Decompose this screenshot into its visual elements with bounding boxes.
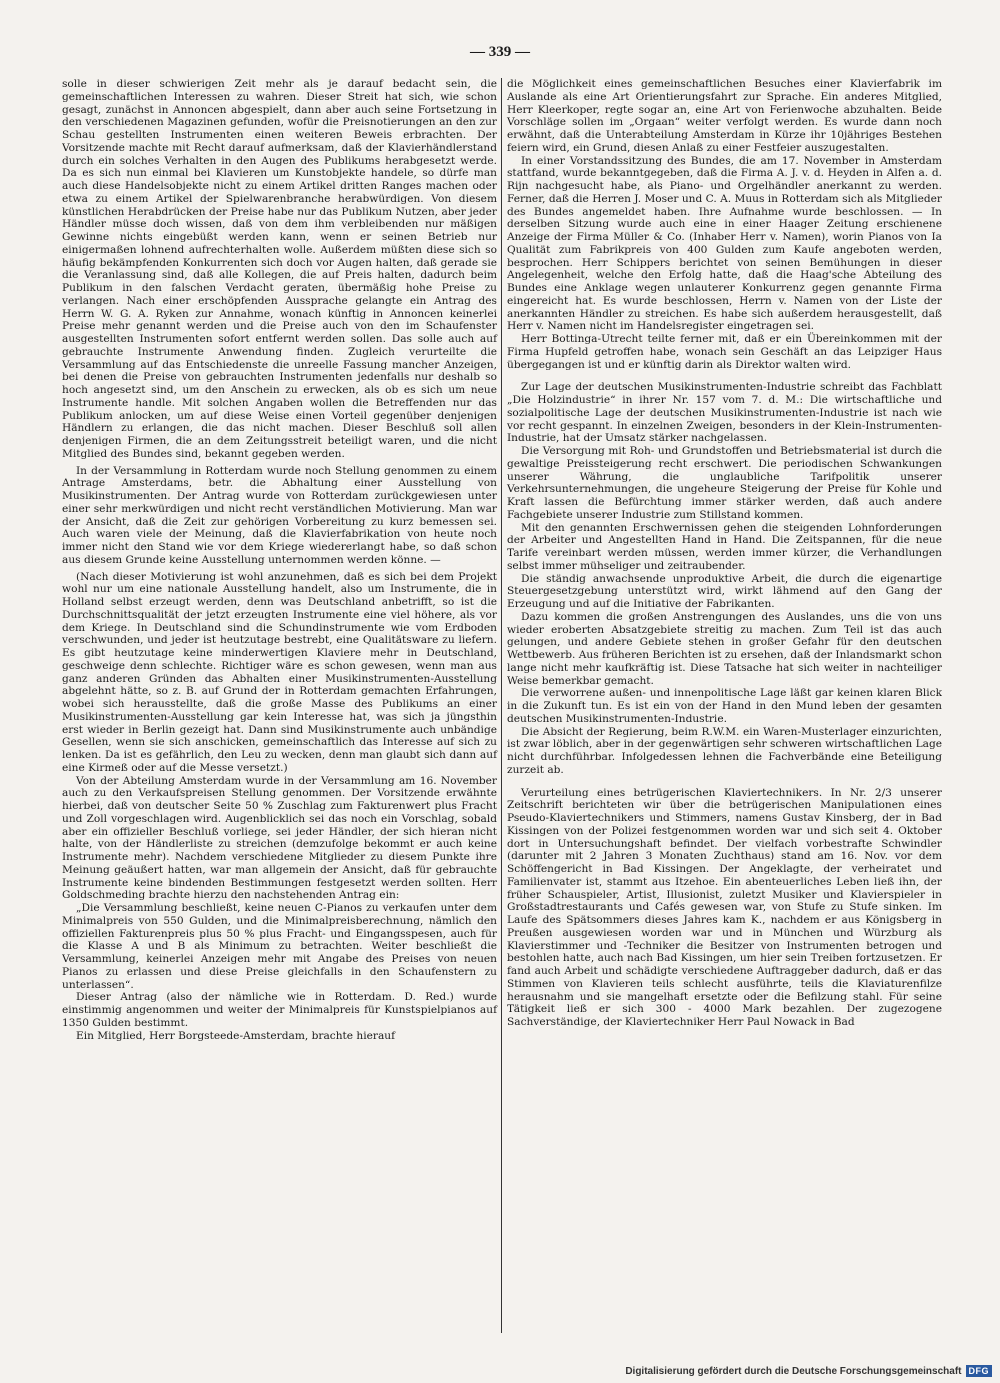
text-columns xyxy=(62,78,942,1333)
paragraph: Von der Abteilung Amsterdam wurde in der Versammlung am 16. November auch zu den Verkaufspreisen Stellung genommen. Der Vorsitzende erwähnte hierbei, daß von deutscher Seite 50 % Zuschlag zum Fakturenwert plus Fracht und Zoll vorgeschlagen wird. Augenblicklich sei das noch ein Vorschlag, sobald aber ein offizieller Beschluß vorliege, sei jeder Händler, der sich hieran nicht halte, von der Händlerliste zu streichen (demzufolge bekommt er auch keine Instrumente mehr). Nachdem verschiedene Mitglieder zu diesem Punkte ihre Meinung geäußert hatten, war man allgemein der Ansicht, daß für gebrauchte Instrumente keine bindenden Bestimmungen festgesetzt werden sollten. Herr Goldschmeding brachte hierzu den nachstehenden Antrag ein: xyxy=(62,774,497,902)
section-fraud-case: Verurteilung eines betrügerischen Klaviertechnikers. In Nr. 2/3 unserer Zeitschrift berichteten wir über die betrügerischen Manipulationen eines Pseudo-Klaviertechnikers und Stimmers, namens Gustav Kinsberg, der in Bad Kissingen von der Polizei festgenommen worden war und sich seit 4. Oktober dort in Untersuchungshaft befindet. Der vielfach vorbestrafte Schwindler (darunter mit 2 Jahren 3 Monaten Zuchthaus) stand am 16. Nov. vor dem Schöffengericht in Bad Kissingen. Der Angeklagte, der verheiratet und Familienvater ist, stammt aus Itzehoe. Ein abenteuerliches Leben ließ ihn, der früher Schauspieler, Artist, Illusionist, zuletzt Musiker und Klavierspieler in Großstadtrestaurants und Cafés gewesen war, von Stufe zu Stufe sinken. Im Laufe des Spätsommers dieses Jahres kam K., nachdem er aus Königsberg in Preußen ausgewiesen worden war und in München und Würzburg als Klavierstimmer und -Techniker die Besitzer von Instrumenten betrogen und bestohlen hatte, auch nach Bad Kissingen, um hier sein Treiben fortzusetzen. Er fand auch Arbeit und schädigte verschiedene Auftraggeber dadurch, daß er das Stimmen von Klavieren teils schlecht ausführte, teils die Klaviaturenfilze herausnahm und sie mangelhaft ersetzte oder die Befilzung stahl. Für seine Tätigkeit ließ er sich 300 - 4000 Mark bezahlen. Der zugezogene Sachverständige, der Klaviertechniker Herr Paul Nowack in Bad xyxy=(507,786,942,1028)
paragraph: (Nach dieser Motivierung ist wohl anzunehmen, daß es sich bei dem Projekt wohl nur um eine nationale Ausstellung handelt, also um Instrumente, die in Holland selbst erzeugt werden, denn was Deutschland anbetrifft, so ist die Durchschnittsqualität der jetzt erzeugten Instrumente eine viel höhere, als vor dem Kriege. In Deutschland sind die Schundinstrumente wie vom Erdboden verschwunden, und jeder ist heutzutage bestrebt, eine Qualitätsware zu liefern. Es gibt heutzutage keine minderwertigen Klaviere mehr in Deutschland, geschweige denn schlechte. Richtiger wäre es schon gewesen, wenn man aus ganz anderen Gründen das Abhalten einer Musikinstrumenten-Ausstellung abgelehnt hätte, so z. B. auf Grund der in Rotterdam gemachten Erfahrungen, wobei sich herausstellte, daß die große Masse des Publikums an einer Musikinstrumenten-Ausstellung gar kein Interesse hat, was sich ja jüngsthin erst wieder in Berlin gezeigt hat. Dann sind Musikinstrumente auch unbändige Gesellen, wenn sie sich anschicken, gemeinschaftlich das Interesse auf sich zu lenken. Da ist es gefährlich, den Leu zu wecken, denn man glaubt sich dann auf eine Kirmeß oder auf die Messe versetzt.) xyxy=(62,570,497,774)
section-industry: Zur Lage der deutschen Musikinstrumenten-Industrie schreibt das Fachblatt „Die Holzindustrie“ in ihrer Nr. 157 vom 7. d. M.: Die wirtschaftliche und sozialpolitische Lage der deutschen Musikinstrumenten-Industrie ist nach wie vor recht gespannt. In einzelnen Zweigen, besonders in der Klein-Instrumenten-Industrie, hat der Umsatz stärker nachgelassen. xyxy=(507,381,942,445)
paragraph: Herr Bottinga-Utrecht teilte ferner mit, daß er ein Übereinkommen mit der Firma Hupfeld getroffen habe, wonach sein Geschäft an das Leipziger Haus übergegangen ist und er künftig darin als Direktor walten wird. xyxy=(507,333,942,371)
right-column xyxy=(502,78,942,1333)
left-column xyxy=(62,78,502,1333)
page-number: — 339 — xyxy=(470,44,530,60)
paragraph: In der Versammlung in Rotterdam wurde noch Stellung genommen zu einem Antrage Amsterdams, betr. die Abhaltung einer Ausstellung von Musikinstrumenten. Der Antrag wurde von Rotterdam zurückgewiesen unter einer sehr merkwürdigen und nicht recht verständlichen Motivierung. Man war der Ansicht, daß die Zeit zur gehörigen Vorbereitung zu kurz bemessen sei. Auch waren viele der Meinung, daß die Klavierfabrikation von heute noch immer nicht den Stand wie vor dem Kriege wiedererlangt habe, so daß schon aus diesem Grunde keine Ausstellung unternommen werden könne. — xyxy=(62,464,497,566)
dfg-logo: DFG xyxy=(966,1365,993,1377)
paragraph: solle in dieser schwierigen Zeit mehr als je darauf bedacht sein, die gemeinschaftlichen Interessen zu wahren. Dieser Streit hat sich, wie schon gesagt, zunächst in Annoncen abgespielt, dann aber auch seine Fortsetzung in den verschiedenen Magazinen gefunden, wofür die Preisnotierungen an den zur Schau gestellten Instrumenten einen weiteren Beweis erbrachten. Der Vorsitzende machte mit Recht darauf aufmerksam, daß der Klavierhändlerstand durch ein solches Verhalten in den Augen des Publikums herabgesetzt werde. Da es sich nun einmal bei Klavieren um Kunstobjekte handele, so dürfe man auch diese Handelsobjekte nicht zu einem Artikel dritten Ranges machen oder etwa zu einem Artikel der Spielwarenbranche herabwürdigen. Von diesem künstlichen Herabdrücken der Preise habe nur das Publikum Nutzen, aber jeder Händler müsse doch wissen, daß von dem ihm verbleibenden nur mäßigen Gewinne nichts eingebüßt werden kann, wenn er seinen Betrieb nur einigermaßen lohnend aufrechterhalten wolle. Außerdem müßten diese sich so häufig bekämpfenden Konkurrenten sich doch vor Augen halten, daß gerade sie die Veranlassung sind, daß alle Kollegen, die auf Preis halten, dadurch beim Publikum in den falschen Verdacht geraten, übermäßig hohe Preise zu verlangen. Nach einer erschöpfenden Aussprache gelangte ein Antrag des Herrn W. G. A. Ryken zur Annahme, wonach künftig in Annoncen keinerlei Preise mehr genannt werden und die Preise auch von den im Schaufenster ausgestellten Instrumenten sofort entfernt werden sollen. Das solle auch auf gebrauchte Instrumente Anwendung finden. Zugleich verurteilte die Versammlung auf das Entschiedenste die unreelle Fassung mancher Anzeigen, bei denen die Preise von gebrauchten Instrumenten jedenfalls nur deshalb so hoch angesetzt sind, um den Anschein zu erwecken, als ob es sich um neue Instrumente handle. Mit solchen Angaben wollen die Betreffenden nur das Publikum anlocken, um auf diese Weise einen Vorteil gegenüber denjenigen Händlern zu erlangen, die das nicht machen. Dieser Beschluß soll allen denjenigen Firmen, die an dem Zeitungsstreit beteiligt waren, und die nicht Mitglied des Bundes sind, bekannt gegeben werden. xyxy=(62,78,497,460)
paragraph: Die verworrene außen- und innenpolitische Lage läßt gar keinen klaren Blick in die Zukunft tun. Es ist ein von der Hand in den Mund leben der gesamten deutschen Musikinstrumenten-Industrie. xyxy=(507,687,942,725)
paragraph: In einer Vorstandssitzung des Bundes, die am 17. November in Amsterdam stattfand, wurde bekanntgegeben, daß die Firma A. J. v. d. Heyden in Alfen a. d. Rijn nachgesucht habe, als Piano- und Orgelhändler anerkannt zu werden. Ferner, daß die Herren J. Moser und C. A. Muus in Rotterdam sich als Mitglieder des Bundes angemeldet haben. Ihre Aufnahme wurde beschlossen. — In derselben Sitzung wurde auch eine in einer Haager Zeitung erschienene Anzeige der Firma Müller & Co. (Inhaber Herr v. Namen), worin Pianos von Ia Qualität zum Fabrikpreis von 400 Gulden zum Kaufe angeboten werden, besprochen. Herr Schippers berichtet von seinen Bemühungen in dieser Angelegenheit, welche den Erfolg hatte, daß die Haag'sche Abteilung des Bundes eine Anklage wegen unlauterer Konkurrenz gegen genannte Firma eingereicht hat. Es wurde beschlossen, Herrn v. Namen von der Liste der anerkannten Händler zu streichen. Es habe sich außerdem herausgestellt, daß Herr v. Namen nicht im Handelsregister eingetragen sei. xyxy=(507,154,942,333)
footer-credit-text: Digitalisierung gefördert durch die Deutsche Forschungsgemeinschaft xyxy=(625,1365,962,1377)
paragraph: Dieser Antrag (also der nämliche wie in Rotterdam. D. Red.) wurde einstimmig angenommen und weiter der Minimalpreis für Kunstspielpianos auf 1350 Gulden bestimmt. xyxy=(62,991,497,1029)
quoted-motion: „Die Versammlung beschließt, keine neuen C-Pianos zu verkaufen unter dem Minimalpreis von 550 Gulden, und die Minimalpreisberechnung, nämlich den offiziellen Fakturenpreis plus 50 % plus Fracht- und Eingangsspesen, auch für die Klasse A und B als Minimum zu betrachten. Weiter beschließt die Versammlung, keinerlei Anzeigen mehr mit Angabe des Preises von neuen Pianos zu erlassen und diese Preise gleichfalls in den Schaufenstern zu unterlassen“. xyxy=(62,902,497,991)
paragraph: Mit den genannten Erschwernissen gehen die steigenden Lohnforderungen der Arbeiter und Angestellten Hand in Hand. Die Zeitspannen, für die neue Tarife vereinbart werden müssen, werden immer kürzer, die Verhandlungen selbst immer mühseliger und zeitraubender. xyxy=(507,521,942,572)
footer-credit xyxy=(625,1365,992,1377)
paragraph: Die Versorgung mit Roh- und Grundstoffen und Betriebsmaterial ist durch die gewaltige Preissteigerung recht erschwert. Die periodischen Schwankungen unserer Währung, die unglaubliche Tarifpolitik unserer Verkehrsunternehmungen, die ungeheure Steigerung der Preise für Kohle und Kraft lassen die Befürchtung immer stärker werden, daß auch andere Fachgebiete unserer Industrie zum Stillstand kommen. xyxy=(507,445,942,521)
paragraph: die Möglichkeit eines gemeinschaftlichen Besuches einer Klavierfabrik im Auslande als eine Art Orientierungsfahrt zur Sprache. Ein anderes Mitglied, Herr Kleerkoper, regte sogar an, eine Art von Ferienwoche abzuhalten. Beide Vorschläge sollen im „Orgaan“ weiter verfolgt werden. Es wurde dann noch erwähnt, daß die Unterabteilung Amsterdam in Kürze ihr 10jähriges Bestehen feiern wird, ein Grund, diesen Anlaß zu einer Festfeier auszugestalten. xyxy=(507,78,942,154)
paragraph: Die ständig anwachsende unproduktive Arbeit, die durch die eigenartige Steuergesetzgebung unterstützt wird, wirkt lähmend auf den Gang der Erzeugung und auf die Initiative der Fabrikanten. xyxy=(507,572,942,610)
paragraph: Ein Mitglied, Herr Borgsteede-Amsterdam, brachte hierauf xyxy=(76,1029,396,1042)
paragraph: Dazu kommen die großen Anstrengungen des Auslandes, uns die von uns wieder eroberten Absatzgebiete streitig zu machen. Zum Teil ist das auch gelungen, und andere Gebiete stehen in großer Gefahr für den deutschen Wettbewerb. Aus früheren Berichten ist zu ersehen, daß der Inlandsmarkt schon lange nicht mehr kaufkräftig ist. Diese Tatsache hat sich weiter in nachteiliger Weise bemerkbar gemacht. xyxy=(507,610,942,687)
paragraph: Die Absicht der Regierung, beim R.W.M. ein Waren-Musterlager einzurichten, ist zwar löblich, aber in der gegenwärtigen sehr schweren wirtschaftlichen Lage nicht durchführbar. Infolgedessen lehnen die Fachverbände eine Beteiligung zurzeit ab. xyxy=(507,725,942,776)
